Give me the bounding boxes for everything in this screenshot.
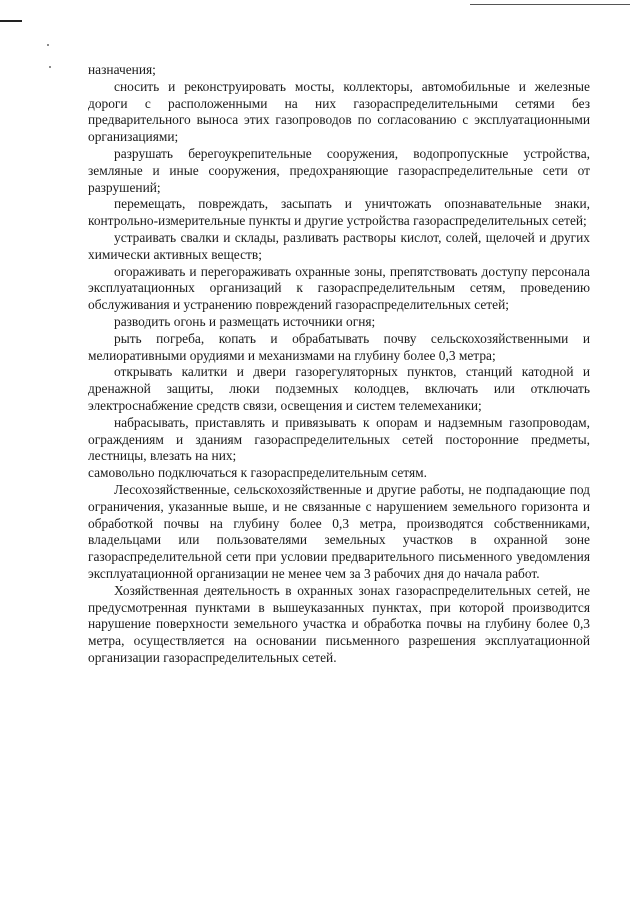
paragraph: Лесохозяйственные, сельскохозяйственные и другие работы, не подпадающие под ограничения, указанные выше, и не связанные с нарушением земельного горизонта и обработкой почвы на глубину более 0,3 метра, производятся собственниками, владельцами или пользователями земельных участков в охранной зоне газораспределительной сети при условии предварительного письменного уведомления эксплуатационной организации не менее чем за 3 рабочих дня до начала работ. xyxy=(88,481,590,581)
paragraph: устраивать свалки и склады, разливать растворы кислот, солей, щелочей и других химически активных веществ; xyxy=(88,229,590,262)
paragraph: самовольно подключаться к газораспределительным сетям. xyxy=(88,465,427,481)
paragraph: набрасывать, приставлять и привязывать к опорам и надземным газопроводам, ограждениям и зданиям газораспределительных сетей посторонние предметы, лестницы, влезать на них; xyxy=(88,414,590,464)
paragraph: разводить огонь и размещать источники огня; xyxy=(114,313,376,329)
paragraph: назначения; xyxy=(88,62,156,77)
scan-edge-mark xyxy=(0,20,22,22)
paragraph: открывать калитки и двери газорегуляторных пунктов, станций катодной и дренажной защиты, люки подземных колодцев, включать или отключать электроснабжение средств связи, освещения и систем телемеханики; xyxy=(88,364,590,413)
paragraph: Хозяйственная деятельность в охранных зонах газораспределительных сетей, не предусмотренная пунктами в вышеуказанных пунктах, при которой производится нарушение поверхности земельного участка и обработка почвы на глубину более 0,3 метра, осуществляется на основании письменного разрешения эксплуатационной организации газораспределительных сетей. xyxy=(88,582,590,665)
paragraph: огораживать и перегораживать охранные зоны, препятствовать доступу персонала эксплуатационных организаций к газораспределительным сетям, проведению обслуживания и устранению повреждений газораспределительных сетей; xyxy=(88,263,590,313)
scan-speck xyxy=(47,44,49,46)
scan-edge-line xyxy=(470,4,630,5)
scan-speck xyxy=(49,66,51,68)
paragraph: перемещать, повреждать, засыпать и уничтожать опознавательные знаки, контрольно-измерительные пункты и другие устройства газораспределительных сетей; xyxy=(88,196,590,229)
paragraph: разрушать берегоукрепительные сооружения, водопропускные устройства, земляные и иные сооружения, предохраняющие газораспределительные сети от разрушений; xyxy=(88,145,590,195)
paragraph: сносить и реконструировать мосты, коллекторы, автомобильные и железные дороги с расположенными на них газораспределительными сетями без предварительного выноса этих газопроводов по согласованию с эксплуатационными организациями; xyxy=(88,78,590,145)
document-page xyxy=(88,62,590,667)
paragraph: рыть погреба, копать и обрабатывать почву сельскохозяйственными и мелиоративными орудиями и механизмами на глубину более 0,3 метра; xyxy=(88,330,590,363)
